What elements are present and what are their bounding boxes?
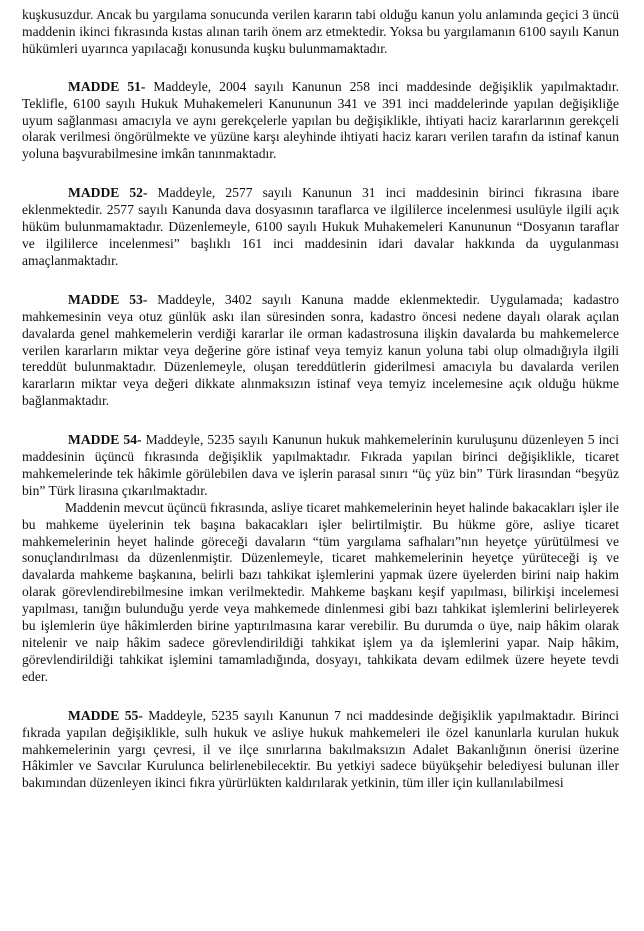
madde-53-heading: MADDE 53-	[68, 291, 148, 307]
paragraph-madde-53	[22, 292, 619, 410]
madde-52-heading: MADDE 52-	[68, 185, 148, 201]
paragraph-text: Maddeyle, 3402 sayılı Kanuna madde eklenmektedir. Uygulamada; kadastro mahkemesinin veya otuz günlük askı ilan süresinden sonra, kadastro öncesi nedene dayalı olarak açılan davalarda genel mahkemelerin verdiği kararlar ile orman kadastrosuna ilişkin davalarda bu mahkemelerce verilen kararların miktar veya değerine göre istinaf veya temyiz kanun yoluna tabi olup olmadığıyla ilgili tereddüt bulunmaktadır. Düzenlemeyle, oluşan tereddütlerin giderilmesi amacıyla bu davalarda verilen kararların miktar veya değeri dikkate alınmaksızın istinaf veya temyiz incelemesine açık olduğu hükme bağlanmaktadır.	[22, 291, 619, 409]
paragraph-madde-55	[22, 708, 619, 793]
paragraph-text: Maddenin mevcut üçüncü fıkrasında, asliye ticaret mahkemelerinin heyet halinde bakacakları işler ile bu mahkeme üyelerinin tek başına bakacakları işler belirtilmiştir. Bu hükme göre, asliye ticaret mahkemelerinin heyet halinde göreceği davaların “tüm yargılama safhaları”nın heyetçe yürütülmesi ve sonuçlandırılması da düzenlenmiştir. Düzenlemeyle, ticaret mahkemelerinin heyetçe yürüteceği iş ve davalarda mahkeme başkanına, belirli bazı tahkikat işlemlerini yapmak üzere üyelerden birini naip hakim olarak görevlendirebilmesine imkan verilmektedir. Mahkeme başkanı keşif yapılması, bilirkişi incelemesi yapılması, tanığın bulunduğu yerde veya mahkemede dinlenmesi gibi bazı tahkikat işlemlerini belirleyerek bu işlemlerin üye hâkimlerden birine yaptırılmasına karar verebilir. Bu durumda o üye, naip hâkim olarak nitelenir ve naip hâkim sadece görevlendirildiği tahkikat işlem ya da işlemlerini yapar. Naip hâkim, görevlendirildiği tahkikat işlemini tamamladığında, dosyayı, tahkikata devam edilmek üzere heyete tevdi eder.	[22, 499, 619, 684]
paragraph-madde-54-continued	[22, 500, 619, 686]
paragraph-text: kuşkusuzdur. Ancak bu yargılama sonucunda verilen kararın tabi olduğu kanun yolu anlamında geçici 3 üncü maddenin ikinci fıkrasında kıstas alınan tarih önem arz etmektedir. Yoksa bu yargılamanın 6100 sayılı Kanun hükümleri uyarınca yapılacağı konusunda kuşku bulunmamaktadır.	[22, 7, 619, 56]
paragraph-intro	[22, 7, 619, 58]
paragraph-madde-54	[22, 432, 619, 500]
paragraph-text: Maddeyle, 2577 sayılı Kanunun 31 inci maddesinin birinci fıkrasına ibare eklenmektedir. 2577 sayılı Kanunda dava dosyasının taraflarca ve ilgililerce incelenmesi usulüyle ilgili açık hüküm bulunmamaktadır. Düzenlemeyle, 6100 sayılı Hukuk Muhakemeleri Kanununun “Dosyanın taraflar ve ilgililerce incelenmesi” başlıklı 161 inci maddesinin idari davalar hakkında da uygulanması amaçlanmaktadır.	[22, 185, 619, 268]
paragraph-text: Maddeyle, 5235 sayılı Kanunun hukuk mahkemelerinin kuruluşunu düzenleyen 5 inci maddesinin üçüncü fıkrasında değişiklik yapılmaktadır. Fıkrada yapılan birinci değişiklikle, ticaret mahkemelerinde tek hâkimle görülebilen dava ve işlerin parasal sınırı “üç yüz bin” Türk lirasından “beşyüz bin” Türk lirasına çıkarılmaktadır.	[22, 432, 619, 498]
paragraph-text: Maddeyle, 2004 sayılı Kanunun 258 inci maddesinde değişiklik yapılmaktadır. Teklifle, 6100 sayılı Hukuk Muhakemeleri Kanununun 341 ve 391 inci maddelerinde yapılan değişikliğe uyum sağlanması amacıyla ve aynı gerekçelerle yapılan bu değişiklikle, ihtiyati haciz kararlarının gerekçeli olarak verilmesi öngörülmekte ve yüzüne karşı aleyhinde ihtiyati haciz kararı verilen tarafın da istinaf kanun yoluna başvurabilmesine imkân tanınmaktadır.	[22, 78, 619, 162]
madde-54-heading: MADDE 54-	[68, 432, 142, 448]
madde-55-heading: MADDE 55-	[68, 707, 143, 723]
paragraph-madde-51	[22, 79, 619, 164]
paragraph-madde-52	[22, 185, 619, 270]
paragraph-text: Maddeyle, 5235 sayılı Kanunun 7 nci maddesinde değişiklik yapılmaktadır. Birinci fıkrada yapılan değişiklikle, sulh hukuk ve asliye hukuk mahkemeleri ile özel kanunlarla kurulan hukuk mahkemelerinin yargı çevresi, il ve ilçe sınırlarına bakılmaksızın Adalet Bakanlığının önerisi üzerine Hâkimler ve Savcılar Kurulunca belirlenebilecektir. Bu yetkiyi sadece büyükşehir belediyesi bulunan iller bakımından düzenleyen ikinci fıkra yürürlükten kaldırılarak yetkinin, tüm iller için kullanılabilmesi	[22, 707, 619, 791]
madde-51-heading: MADDE 51-	[68, 78, 146, 94]
